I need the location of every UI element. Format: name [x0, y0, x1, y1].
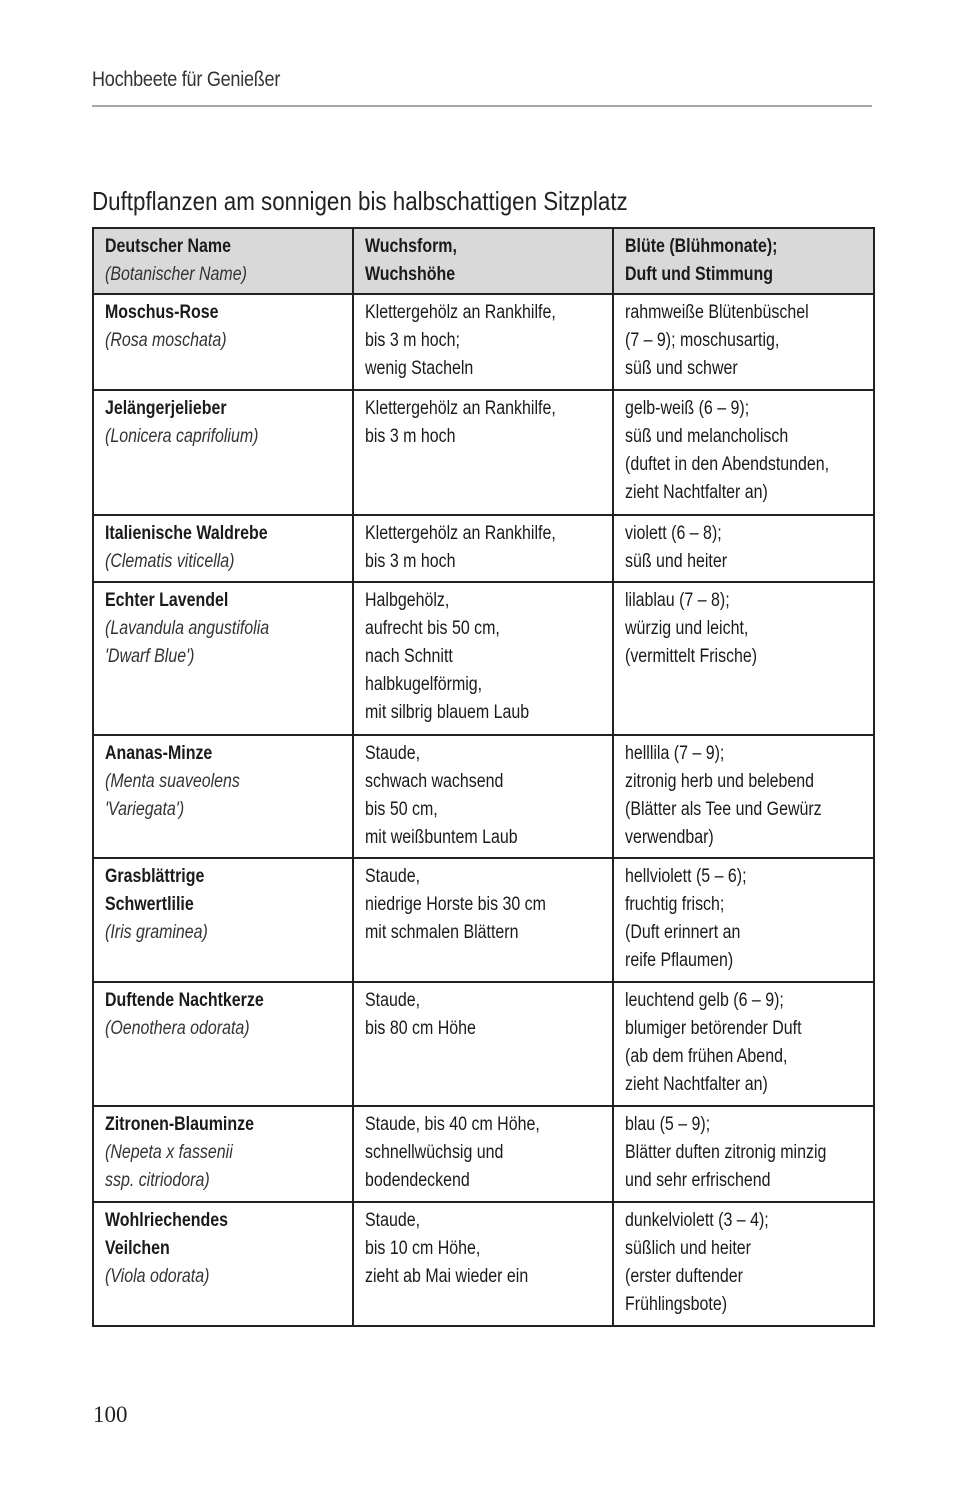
plant-name: Echter Lavendel: [105, 590, 229, 611]
bloom-text: Frühlingsbote): [625, 1294, 728, 1315]
bloom-text: süß und heiter: [625, 551, 728, 572]
table-title: Duftpflanzen am sonnigen bis halbschattigen Sitzplatz: [92, 186, 628, 216]
table-row: [93, 735, 874, 858]
botanical-name: 'Dwarf Blue'): [105, 646, 195, 667]
cell-plant-name: [93, 1106, 353, 1202]
plant-name: Zitronen-Blauminze: [105, 1114, 254, 1135]
plant-name: Ananas-Minze: [105, 743, 213, 764]
growth-text: bis 3 m hoch: [365, 426, 456, 447]
cell-growth: [353, 294, 613, 390]
cell-plant-name: [93, 390, 353, 515]
bloom-text: würzig und leicht,: [625, 618, 749, 639]
cell-growth: [353, 858, 613, 982]
growth-text: bis 80 cm Höhe: [365, 1018, 476, 1039]
cell-bloom: [613, 858, 874, 982]
plant-name: Moschus-Rose: [105, 302, 219, 323]
cell-bloom: [613, 1106, 874, 1202]
cell-growth: [353, 1106, 613, 1202]
bloom-text: verwendbar): [625, 827, 714, 848]
plant-name: Wohlriechendes: [105, 1210, 228, 1231]
botanical-name: 'Variegata'): [105, 799, 185, 820]
botanical-name: (Rosa moschata): [105, 330, 227, 351]
header-cell-growth: [353, 228, 613, 294]
cell-bloom: [613, 982, 874, 1106]
table-row: [93, 582, 874, 735]
cell-growth: [353, 390, 613, 515]
plant-name: Grasblättrige: [105, 866, 205, 887]
bloom-text: helllila (7 – 9);: [625, 743, 725, 764]
growth-text: aufrecht bis 50 cm,: [365, 618, 500, 639]
botanical-name: (Nepeta x fassenii: [105, 1142, 233, 1163]
growth-text: bis 3 m hoch: [365, 551, 456, 572]
cell-growth: [353, 982, 613, 1106]
table-row: [93, 1106, 874, 1202]
growth-text: Staude,: [365, 866, 421, 887]
cell-plant-name: [93, 294, 353, 390]
header-label: Wuchsform,: [365, 236, 457, 257]
bloom-text: fruchtig frisch;: [625, 894, 725, 915]
growth-text: mit silbrig blauem Laub: [365, 702, 530, 723]
cell-growth: [353, 1202, 613, 1326]
cell-plant-name: [93, 582, 353, 735]
cell-growth: [353, 515, 613, 582]
bloom-text: (duftet in den Abendstunden,: [625, 454, 830, 475]
table-row: [93, 982, 874, 1106]
header-label: Deutscher Name: [105, 236, 231, 257]
growth-text: bis 50 cm,: [365, 799, 438, 820]
header-label: Duft und Stimmung: [625, 264, 774, 285]
bloom-text: reife Pflaumen): [625, 950, 734, 971]
bloom-text: rahmweiße Blütenbüschel: [625, 302, 809, 323]
table-row: [93, 858, 874, 982]
botanical-name: (Clematis viticella): [105, 551, 235, 572]
header-sublabel: (Botanischer Name): [105, 264, 247, 285]
cell-bloom: [613, 735, 874, 858]
bloom-text: (ab dem frühen Abend,: [625, 1046, 788, 1067]
growth-text: schwach wachsend: [365, 771, 504, 792]
table-header-row: [93, 228, 874, 294]
header-cell-name: [93, 228, 353, 294]
growth-text: bis 3 m hoch;: [365, 330, 460, 351]
botanical-name: (Lavandula angustifolia: [105, 618, 270, 639]
growth-text: nach Schnitt: [365, 646, 453, 667]
growth-text: bodendeckend: [365, 1170, 470, 1191]
botanical-name: (Menta suaveolens: [105, 771, 240, 792]
cell-growth: [353, 582, 613, 735]
growth-text: bis 10 cm Höhe,: [365, 1238, 481, 1259]
cell-plant-name: [93, 1202, 353, 1326]
growth-text: Staude, bis 40 cm Höhe,: [365, 1114, 540, 1135]
bloom-text: blumiger betörender Duft: [625, 1018, 802, 1039]
header-label: Blüte (Blühmonate);: [625, 236, 778, 257]
plant-name: Jelängerjelieber: [105, 398, 227, 419]
bloom-text: süß und melancholisch: [625, 426, 789, 447]
bloom-text: Blätter duften zitronig minzig: [625, 1142, 827, 1163]
plant-name: Veilchen: [105, 1238, 170, 1259]
header-cell-bloom: [613, 228, 874, 294]
growth-text: Halbgehölz,: [365, 590, 450, 611]
header-rule: [92, 105, 872, 107]
growth-text: wenig Stacheln: [365, 358, 474, 379]
botanical-name: (Oenothera odorata): [105, 1018, 250, 1039]
cell-bloom: [613, 515, 874, 582]
growth-text: schnellwüchsig und: [365, 1142, 504, 1163]
plant-name: Schwertlilie: [105, 894, 194, 915]
cell-growth: [353, 735, 613, 858]
botanical-name: ssp. citriodora): [105, 1170, 210, 1191]
cell-bloom: [613, 582, 874, 735]
growth-text: Klettergehölz an Rankhilfe,: [365, 302, 556, 323]
bloom-text: blau (5 – 9);: [625, 1114, 711, 1135]
growth-text: Staude,: [365, 1210, 421, 1231]
bloom-text: violett (6 – 8);: [625, 523, 722, 544]
bloom-text: süßlich und heiter: [625, 1238, 751, 1259]
plant-table: [92, 227, 875, 1327]
cell-plant-name: [93, 858, 353, 982]
cell-plant-name: [93, 735, 353, 858]
growth-text: zieht ab Mai wieder ein: [365, 1266, 529, 1287]
bloom-text: (erster duftender: [625, 1266, 743, 1287]
growth-text: Klettergehölz an Rankhilfe,: [365, 523, 556, 544]
growth-text: Staude,: [365, 743, 421, 764]
bloom-text: dunkelviolett (3 – 4);: [625, 1210, 769, 1231]
bloom-text: (Duft erinnert an: [625, 922, 741, 943]
growth-text: niedrige Horste bis 30 cm: [365, 894, 546, 915]
bloom-text: (7 – 9); moschusartig,: [625, 330, 780, 351]
bloom-text: zieht Nachtfalter an): [625, 1074, 768, 1095]
table-row: [93, 390, 874, 515]
bloom-text: (vermittelt Frische): [625, 646, 758, 667]
plant-name: Duftende Nachtkerze: [105, 990, 264, 1011]
bloom-text: lilablau (7 – 8);: [625, 590, 730, 611]
bloom-text: leuchtend gelb (6 – 9);: [625, 990, 784, 1011]
table-row: [93, 1202, 874, 1326]
bloom-text: gelb-weiß (6 – 9);: [625, 398, 750, 419]
bloom-text: und sehr erfrischend: [625, 1170, 771, 1191]
bloom-text: süß und schwer: [625, 358, 738, 379]
botanical-name: (Iris graminea): [105, 922, 208, 943]
table-row: [93, 294, 874, 390]
cell-bloom: [613, 390, 874, 515]
table-row: [93, 515, 874, 582]
cell-plant-name: [93, 982, 353, 1106]
bloom-text: hellviolett (5 – 6);: [625, 866, 747, 887]
growth-text: Klettergehölz an Rankhilfe,: [365, 398, 556, 419]
cell-bloom: [613, 1202, 874, 1326]
bloom-text: (Blätter als Tee und Gewürz: [625, 799, 822, 820]
growth-text: mit schmalen Blättern: [365, 922, 519, 943]
bloom-text: zitronig herb und belebend: [625, 771, 815, 792]
running-head: Hochbeete für Genießer: [92, 68, 281, 91]
header-label: Wuchshöhe: [365, 264, 456, 285]
bloom-text: zieht Nachtfalter an): [625, 482, 768, 503]
page-number: 100: [93, 1402, 128, 1427]
growth-text: halbkugelförmig,: [365, 674, 483, 695]
cell-plant-name: [93, 515, 353, 582]
botanical-name: (Lonicera caprifolium): [105, 426, 259, 447]
cell-bloom: [613, 294, 874, 390]
growth-text: mit weißbuntem Laub: [365, 827, 518, 848]
botanical-name: (Viola odorata): [105, 1266, 210, 1287]
growth-text: Staude,: [365, 990, 421, 1011]
plant-name: Italienische Waldrebe: [105, 523, 268, 544]
